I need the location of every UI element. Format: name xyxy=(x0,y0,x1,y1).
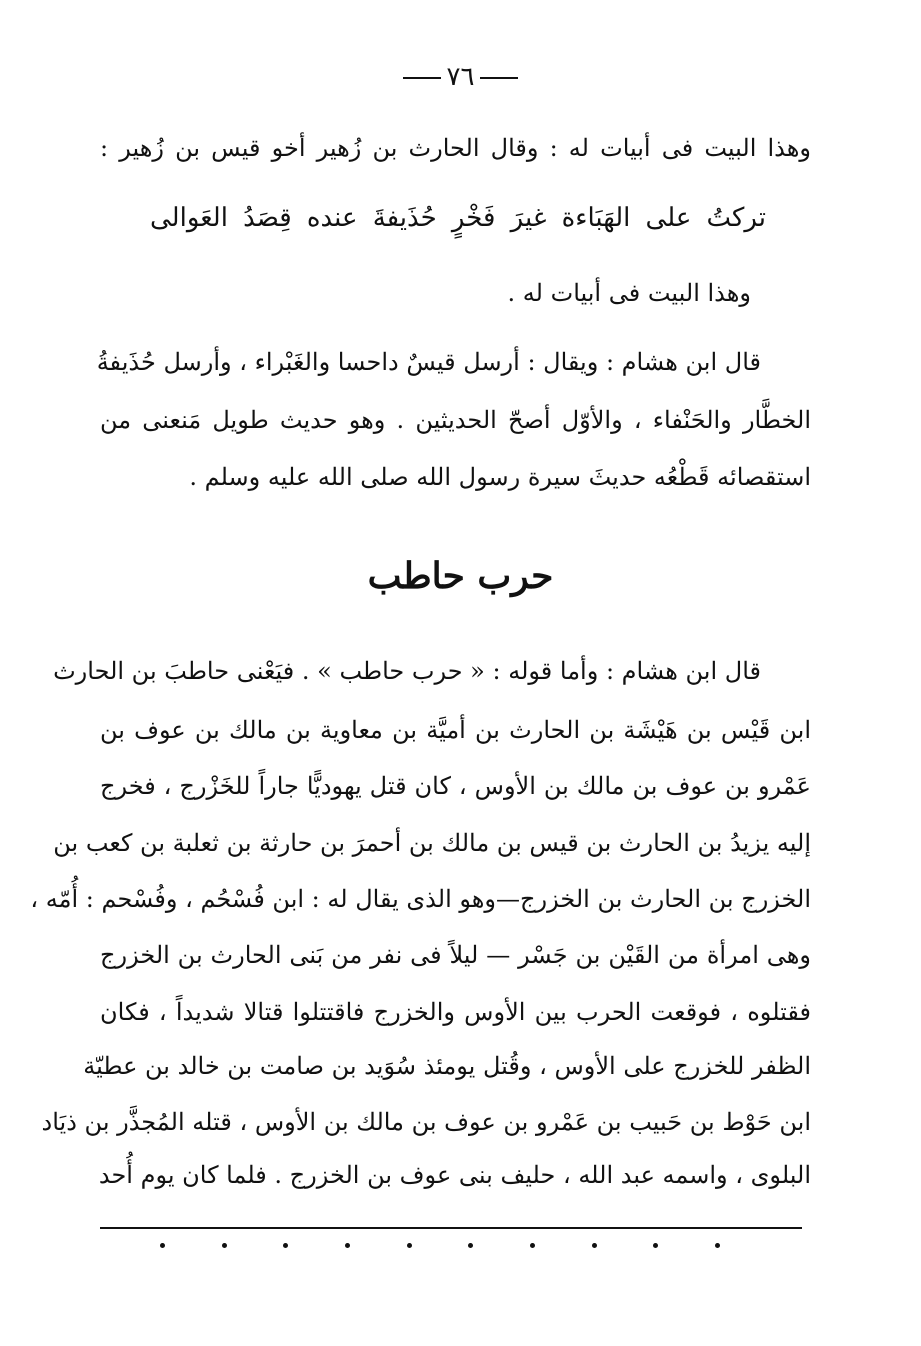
paragraph4-line2: ابن قَيْس بن هَيْشَة بن الحارث بن أميَّة بن معاوية بن مالك بن عوف بن xyxy=(100,716,811,744)
footer-dot xyxy=(222,1243,227,1248)
paragraph4-line10: البلوى ، واسمه عبد الله ، حليف بنى عوف بن الخزرج . فلما كان يوم أُحد xyxy=(98,1161,811,1189)
paragraph4-line8: الظفر للخزرج على الأوس ، وقُتل يومئذ سُوَيد بن صامت بن خالد بن عطيّة xyxy=(83,1052,811,1080)
footer-dot xyxy=(715,1243,720,1248)
poem-line: تركتُ على الهَبَاءة غيرَ فَخْرٍ حُذَيفةَ عنده قِصَدُ العَوالى xyxy=(150,203,766,233)
footer-dots xyxy=(160,1243,720,1248)
paragraph4-line9: ابن حَوْط بن حَبيب بن عَمْرو بن عوف بن مالك بن الأوس ، قتله المُجذَّر بن ذيَاد xyxy=(41,1108,811,1136)
footer-dot xyxy=(530,1243,535,1248)
paragraph4-line7: فقتلوه ، فوقعت الحرب بين الأوس والخزرج فاقتتلوا قتالا شديداً ، فكان xyxy=(100,998,811,1026)
paragraph4-line5: الخزرج بن الحارث بن الخزرج—وهو الذى يقال له : ابن فُسْحُم ، وفُسْحم : أُمّه ، xyxy=(30,885,811,913)
footer-dot xyxy=(468,1243,473,1248)
paragraph3-line3: استقصائه قَطْعُه حديثَ سيرة رسول الله صلى الله عليه وسلم . xyxy=(189,463,811,491)
footer-rule xyxy=(100,1227,802,1229)
paragraph4-line1: قال ابن هشام : وأما قوله : « حرب حاطب » . فيَعْنى حاطبَ بن الحارث xyxy=(53,657,761,685)
page-number xyxy=(0,62,921,92)
section-heading: حرب حاطب xyxy=(367,555,554,597)
footer-dot xyxy=(283,1243,288,1248)
paragraph1-line1: وهذا البيت فى أبيات له : وقال الحارث بن زُهير أخو قيس بن زُهير : xyxy=(100,134,811,162)
paragraph3-line1: قال ابن هشام : ويقال : أرسل قيسٌ داحسا والغَبْراء ، وأرسل حُذَيفةُ xyxy=(96,348,761,376)
page-number-dash-left xyxy=(403,77,441,79)
paragraph2-line1: وهذا البيت فى أبيات له . xyxy=(507,279,751,307)
paragraph3-line2: الخطَّار والحَنْفاء ، والأوّل أصحّ الحديثين . وهو حديث طويل مَنعنى من xyxy=(100,406,811,434)
paragraph4-line3: عَمْرو بن عوف بن مالك بن الأوس ، كان قتل يهوديًّا جاراً للخَزْرج ، فخرج xyxy=(100,772,811,800)
footer-dot xyxy=(160,1243,165,1248)
page-number-dash-right xyxy=(480,77,518,79)
page-number-text: ٧٦ xyxy=(446,62,475,92)
footer-dot xyxy=(345,1243,350,1248)
footer-dot xyxy=(407,1243,412,1248)
footer-dot xyxy=(653,1243,658,1248)
paragraph4-line6: وهى امرأة من القَيْن بن جَسْر — ليلاً فى نفر من بَنى الحارث بن الخزرج xyxy=(100,941,811,969)
footer-dot xyxy=(592,1243,597,1248)
paragraph4-line4: إليه يزيدُ بن الحارث بن قيس بن مالك بن أحمرَ بن حارثة بن ثعلبة بن كعب بن xyxy=(53,829,811,857)
